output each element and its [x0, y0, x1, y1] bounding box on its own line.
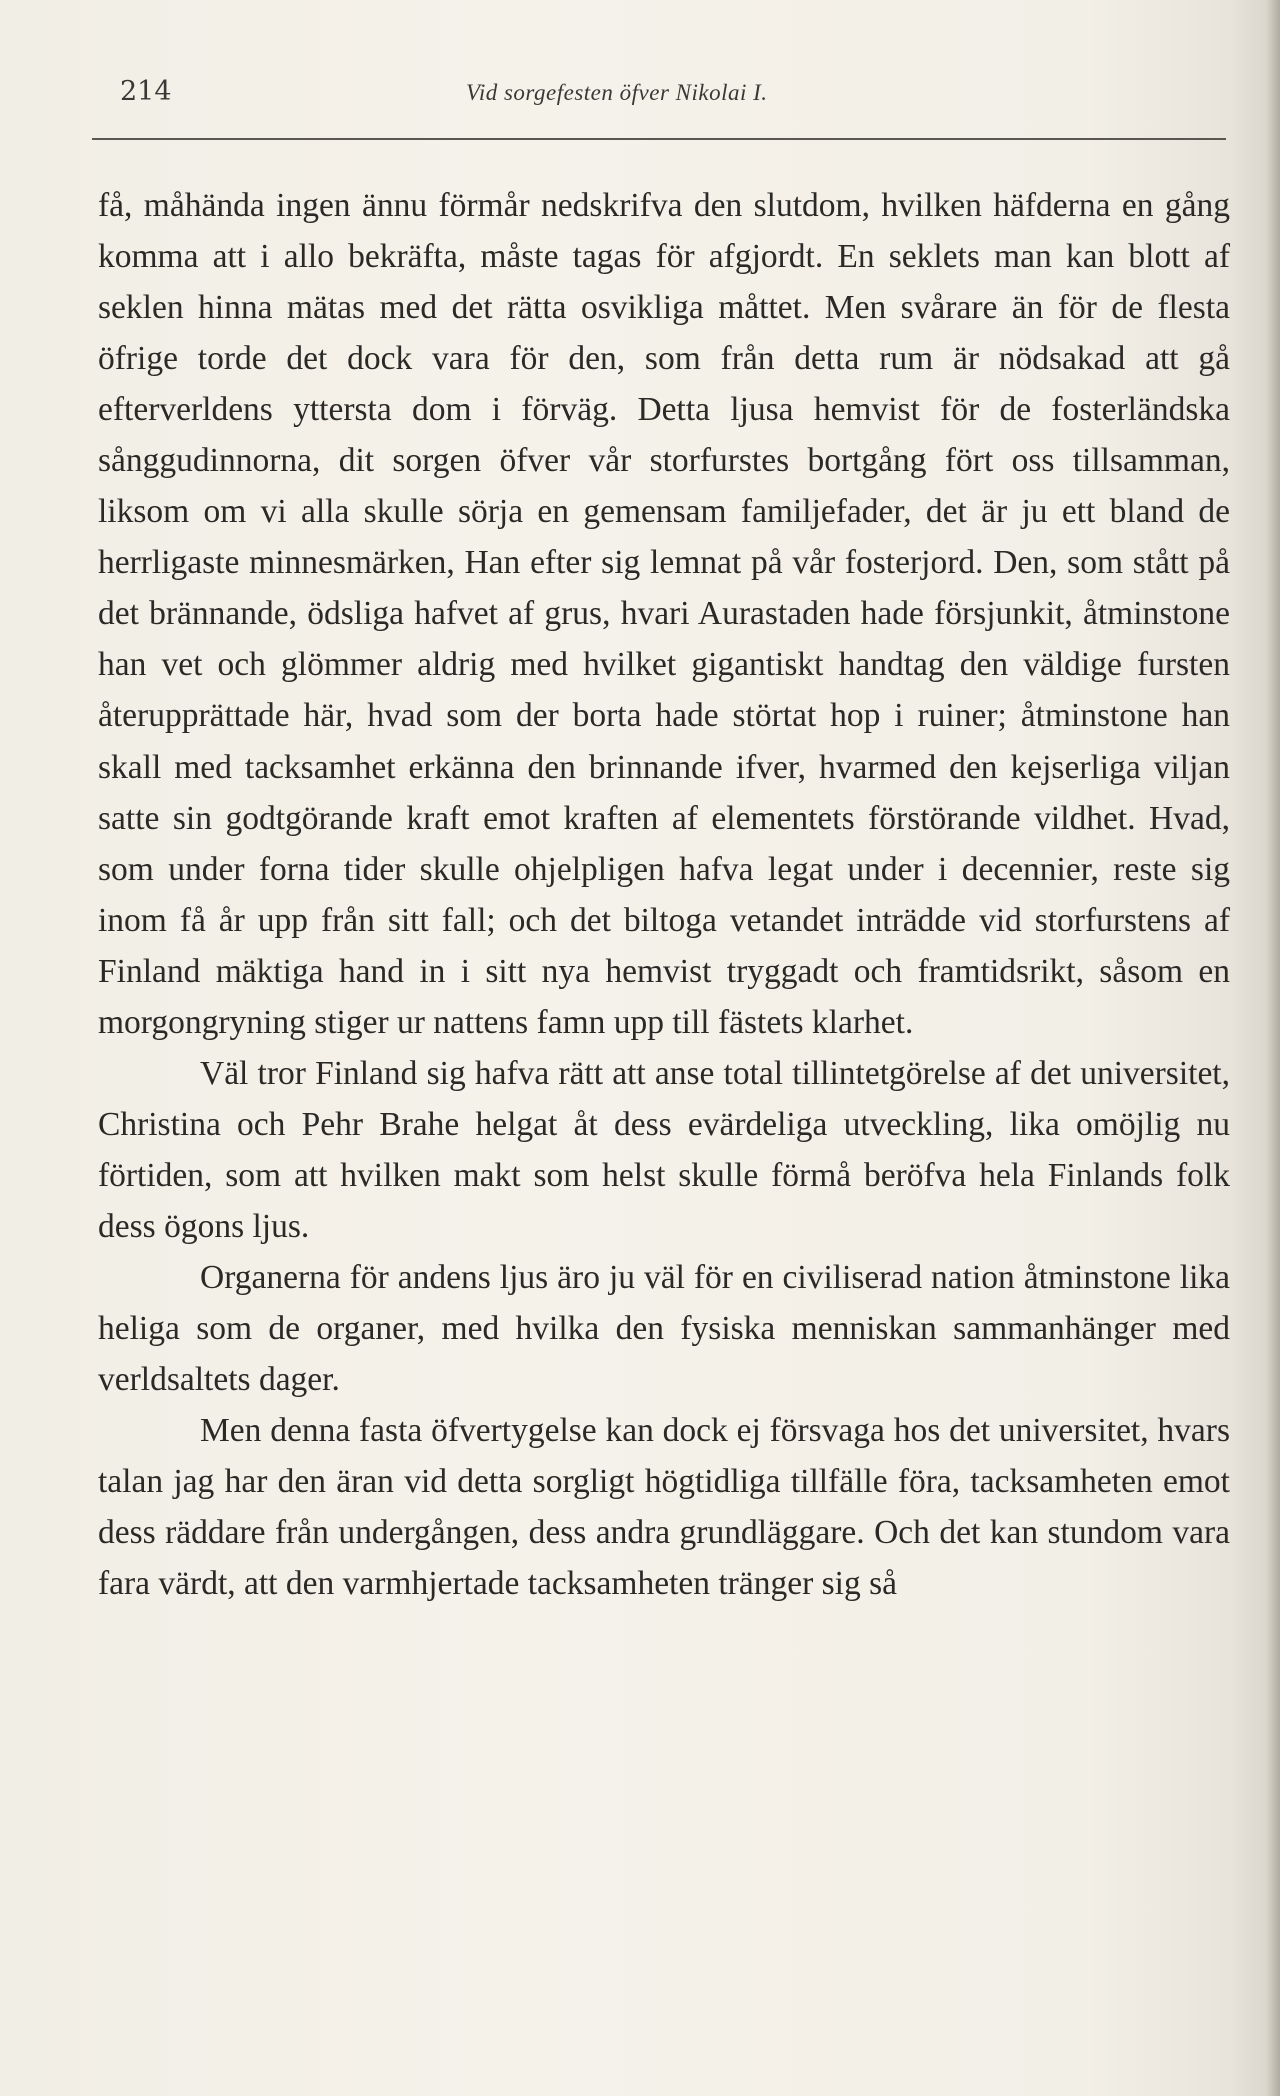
- running-title: Vid sorgefesten öfver Nikolai I.: [466, 80, 768, 105]
- paragraph-4: Men denna fasta öfvertygelse kan dock ej försvaga hos det universitet, hvars talan jag har den äran vid detta sorgligt högtidliga tillfälle föra, tacksamheten emot dess räddare från undergången, dess andra grundläggare. Och det kan stundom vara fara värdt, att den varmhjertade tacksamheten tränger sig så: [98, 1412, 1230, 1603]
- page-edge-shadow: [1266, 0, 1280, 2096]
- paragraph-3: Organerna för andens ljus äro ju väl för en civiliserad nation åtminstone lika heliga som de organer, med hvilka den fysiska menniskan sammanhänger med verldsaltets dager.: [98, 1258, 1230, 1399]
- page-number: 214: [120, 76, 172, 107]
- body-text: [98, 180, 1230, 1609]
- header-rule: [92, 138, 1226, 140]
- page-header: [96, 76, 1226, 124]
- paragraph-1: få, måhända ingen ännu förmår nedskrifva den slutdom, hvilken häfderna en gång komma att i allo bekräfta, måste tagas för afgjordt. En seklets man kan blott af seklen hinna mätas med det rätta osvikliga måttet. Men svårare än för de flesta öfrige torde det dock vara för den, som från detta rum är nödsakad att gå efterverldens yttersta dom i förväg. Detta ljusa hemvist för de fosterländska sånggudinnorna, dit sorgen öfver vår storfurstes bortgång fört oss tillsamman, liksom om vi alla skulle sörja en gemensam familjefader, det är ju ett bland de herrligaste minnesmärken, Han efter sig lemnat på vår fosterjord. Den, som stått på det brännande, ödsliga hafvet af grus, hvari Aurastaden hade försjunkit, åtminstone han vet och glömmer aldrig med hvilket gigantiskt handtag den väldige fursten återupprättade här, hvad som der borta hade störtat hop i ruiner; åtminstone han skall med tacksamhet erkänna den brinnande ifver, hvarmed den kejserliga viljan satte sin godtgörande kraft emot kraften af elementets förstörande vildhet. Hvad, som under forna tider skulle ohjelpligen hafva legat under i decennier, reste sig inom få år upp från sitt fall; och det biltoga vetandet inträdde vid storfurstens af Finland mäktiga hand in i sitt nya hemvist tryggadt och framtidsrikt, såsom en morgongryning stiger ur nattens famn upp till fästets klarhet.: [98, 187, 1230, 1041]
- paragraph-2: Väl tror Finland sig hafva rätt att anse total tillintetgörelse af det universitet, Christina och Pehr Brahe helgat åt dess evärdeliga utveckling, lika omöjlig nu förtiden, som att hvilken makt som helst skulle förmå beröfva hela Finlands folk dess ögons ljus.: [98, 1054, 1230, 1245]
